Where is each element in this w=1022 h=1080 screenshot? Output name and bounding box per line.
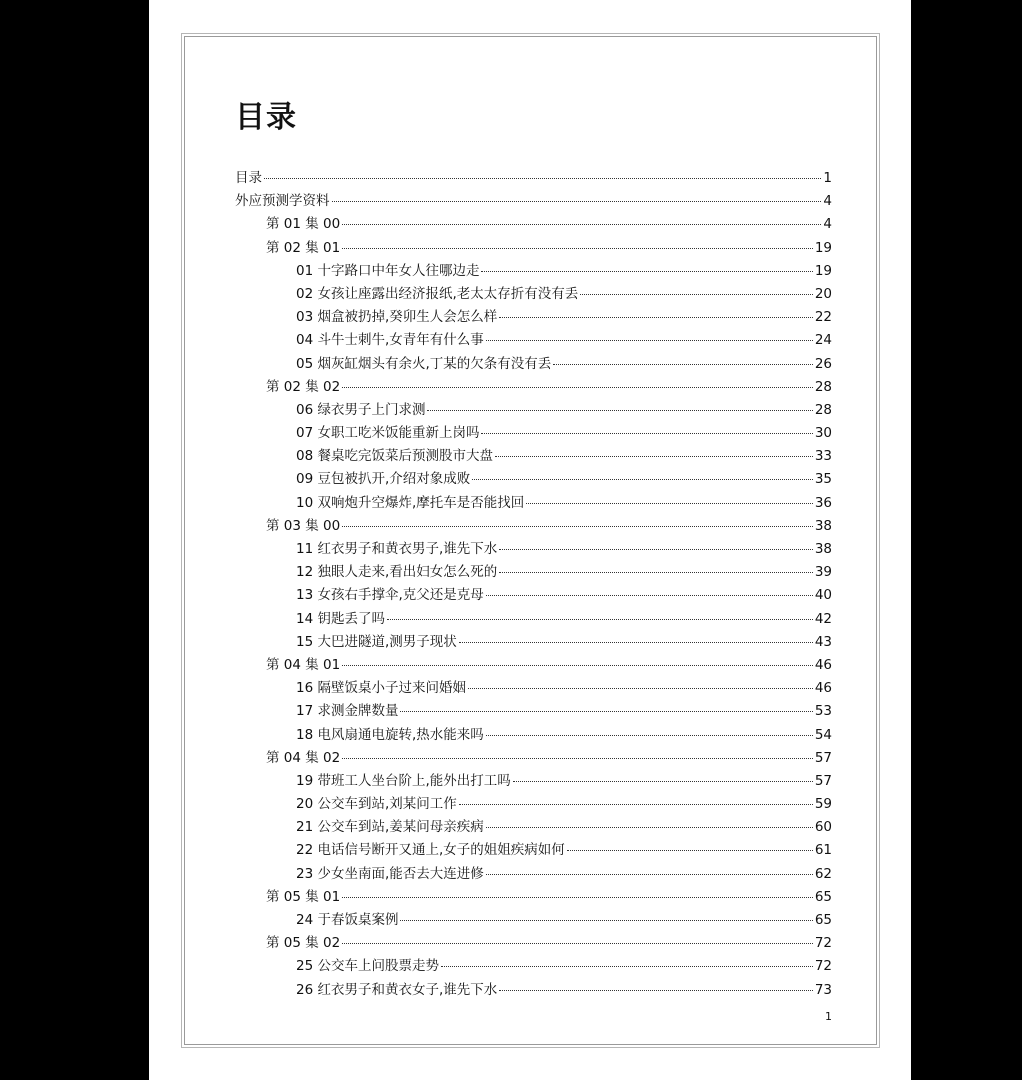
toc-entry[interactable] <box>266 515 832 538</box>
toc-entry-page: 26 <box>814 355 832 372</box>
toc-entry-text: 16 隔壁饭桌小子过来问婚姻 <box>296 680 466 697</box>
toc-entry[interactable] <box>296 306 832 329</box>
toc-entry-text: 08 餐桌吃完饭菜后预测股市大盘 <box>296 448 493 465</box>
toc-entry-page: 4 <box>823 216 832 233</box>
toc-entry[interactable] <box>296 793 832 816</box>
toc-entry[interactable] <box>296 353 832 376</box>
dot-leader <box>486 340 813 341</box>
toc-entry[interactable] <box>296 816 832 839</box>
dot-leader <box>526 503 813 504</box>
dot-leader <box>342 387 813 388</box>
toc-entry[interactable] <box>235 190 832 213</box>
toc-entry[interactable] <box>296 724 832 747</box>
toc-entry-text: 22 电话信号断开又通上,女子的姐姐疾病如何 <box>296 842 565 859</box>
toc-entry-text: 13 女孩右手撑伞,克父还是克母 <box>296 587 484 604</box>
toc-entry-page: 40 <box>814 587 832 604</box>
toc-entry-text: 12 独眼人走来,看出妇女怎么死的 <box>296 564 498 581</box>
toc-entry-page: 53 <box>814 703 832 720</box>
dot-leader <box>567 850 813 851</box>
toc-entry-text: 05 烟灰缸烟头有余火,丁某的欠条有没有丢 <box>296 355 552 372</box>
toc-entry-page: 20 <box>814 285 832 302</box>
toc-entry-text: 14 钥匙丢了吗 <box>296 610 385 627</box>
toc-entry[interactable] <box>296 399 832 422</box>
toc-entry[interactable] <box>296 445 832 468</box>
toc-entry-text: 10 双响炮升空爆炸,摩托车是否能找回 <box>296 494 525 511</box>
toc-entry[interactable] <box>235 167 832 190</box>
toc-entry-text: 第 02 集 02 <box>266 378 341 395</box>
toc-entry-text: 04 斗牛士刺牛,女青年有什么事 <box>296 332 484 349</box>
toc-entry-page: 46 <box>814 680 832 697</box>
toc-entry-page: 39 <box>814 564 832 581</box>
toc-entry-page: 42 <box>814 610 832 627</box>
dot-leader <box>472 479 813 480</box>
toc-entry-text: 19 带班工人坐台阶上,能外出打工吗 <box>296 772 511 789</box>
toc-entry[interactable] <box>296 468 832 491</box>
dot-leader <box>499 990 813 991</box>
toc-entry-text: 07 女职工吃米饭能重新上岗吗 <box>296 425 480 442</box>
toc-entry-page: 72 <box>814 935 832 952</box>
dot-leader <box>342 526 813 527</box>
toc-entry[interactable] <box>296 608 832 631</box>
toc-entry-text: 06 绿衣男子上门求测 <box>296 401 426 418</box>
dot-leader <box>499 572 813 573</box>
toc-entry-page: 57 <box>814 772 832 789</box>
toc-entry-page: 38 <box>814 541 832 557</box>
toc-entry-page: 4 <box>823 193 832 210</box>
dot-leader <box>459 642 813 643</box>
toc-entry[interactable] <box>296 770 832 793</box>
toc-entry-page: 43 <box>814 633 832 650</box>
toc-entry[interactable] <box>296 700 832 723</box>
toc-entry[interactable] <box>296 631 832 654</box>
toc-entry-text: 18 电风扇通电旋转,热水能来吗 <box>296 726 484 743</box>
toc-entry-page: 62 <box>814 865 832 882</box>
dot-leader <box>486 735 813 736</box>
toc-list <box>149 167 911 1002</box>
toc-entry-page: 28 <box>814 401 832 418</box>
toc-entry-text: 15 大巴进隧道,测男子现状 <box>296 633 457 650</box>
dot-leader <box>486 595 813 596</box>
dot-leader <box>387 619 813 620</box>
toc-entry-page: 19 <box>814 262 832 279</box>
dot-leader <box>481 271 812 272</box>
toc-entry[interactable] <box>296 561 832 584</box>
toc-entry-page: 19 <box>814 239 832 256</box>
toc-entry-text: 第 04 集 01 <box>266 656 341 673</box>
toc-entry[interactable] <box>266 213 832 236</box>
dot-leader <box>427 410 812 411</box>
toc-entry-page: 33 <box>814 448 832 465</box>
toc-entry-page: 1 <box>823 170 832 186</box>
toc-entry-text: 25 公交车上问股票走势 <box>296 958 439 975</box>
toc-entry-page: 35 <box>814 471 832 488</box>
dot-leader <box>486 827 813 828</box>
toc-entry-text: 20 公交车到站,刘某问工作 <box>296 796 457 813</box>
toc-entry-text: 第 05 集 01 <box>266 888 341 905</box>
toc-entry-text: 24 于春饭桌案例 <box>296 912 399 928</box>
toc-entry[interactable] <box>296 422 832 445</box>
dot-leader <box>495 456 813 457</box>
toc-entry-page: 30 <box>814 425 832 442</box>
toc-entry-page: 54 <box>814 726 832 743</box>
toc-entry[interactable] <box>266 237 832 260</box>
toc-entry[interactable] <box>296 538 832 561</box>
toc-entry-text: 外应预测学资料 <box>235 193 330 210</box>
toc-entry[interactable] <box>266 654 832 677</box>
toc-entry[interactable] <box>296 677 832 700</box>
toc-entry[interactable] <box>266 376 832 399</box>
dot-leader <box>441 966 813 967</box>
toc-entry-text: 17 求测金牌数量 <box>296 703 399 720</box>
toc-entry-text: 21 公交车到站,姜某问母亲疾病 <box>296 819 484 836</box>
toc-entry-text: 09 豆包被扒开,介绍对象成败 <box>296 471 471 488</box>
dot-leader <box>580 294 813 295</box>
toc-entry-text: 11 红衣男子和黄衣男子,谁先下水 <box>296 541 498 557</box>
toc-entry-page: 59 <box>814 796 832 813</box>
toc-entry-page: 46 <box>814 656 832 673</box>
document-page <box>149 0 911 1080</box>
toc-entry[interactable] <box>296 283 832 306</box>
toc-entry[interactable] <box>296 329 832 352</box>
toc-entry[interactable] <box>296 955 832 978</box>
dot-leader <box>468 688 813 689</box>
toc-entry[interactable] <box>296 909 832 932</box>
toc-entry-page: 65 <box>814 888 832 905</box>
dot-leader <box>342 665 813 666</box>
toc-entry-text: 01 十字路口中年女人往哪边走 <box>296 262 480 279</box>
toc-entry-text: 第 01 集 00 <box>266 216 341 233</box>
toc-entry-page: 57 <box>814 749 832 766</box>
toc-entry-page: 38 <box>814 517 832 534</box>
toc-entry-page: 22 <box>814 309 832 326</box>
dot-leader <box>499 549 813 550</box>
dot-leader <box>342 897 813 898</box>
toc-entry-page: 24 <box>814 332 832 349</box>
toc-entry-page: 65 <box>814 912 832 928</box>
toc-entry[interactable] <box>296 979 832 1002</box>
toc-entry[interactable] <box>296 584 832 607</box>
toc-entry-page: 61 <box>814 842 832 859</box>
toc-entry[interactable] <box>266 747 832 770</box>
toc-entry[interactable] <box>296 492 832 515</box>
toc-entry[interactable] <box>296 839 832 862</box>
dot-leader <box>342 758 813 759</box>
toc-entry[interactable] <box>296 260 832 283</box>
toc-entry-text: 23 少女坐南面,能否去大连进修 <box>296 865 484 882</box>
toc-entry-text: 第 05 集 02 <box>266 935 341 952</box>
toc-entry[interactable] <box>266 932 832 955</box>
toc-entry-text: 26 红衣男子和黄衣女子,谁先下水 <box>296 981 498 998</box>
dot-leader <box>499 317 813 318</box>
toc-entry[interactable] <box>296 863 832 886</box>
dot-leader <box>332 201 822 202</box>
dot-leader <box>481 433 812 434</box>
toc-entry-page: 60 <box>814 819 832 836</box>
toc-entry-text: 目录 <box>235 170 262 186</box>
dot-leader <box>342 248 813 249</box>
dot-leader <box>459 804 813 805</box>
toc-entry-page: 72 <box>814 958 832 975</box>
dot-leader <box>553 364 813 365</box>
toc-entry-text: 03 烟盒被扔掉,癸卯生人会怎么样 <box>296 309 498 326</box>
toc-heading: 目录 <box>235 100 297 135</box>
dot-leader <box>513 781 813 782</box>
toc-entry-text: 第 04 集 02 <box>266 749 341 766</box>
dot-leader <box>400 711 812 712</box>
toc-entry-page: 73 <box>814 981 832 998</box>
toc-entry-page: 36 <box>814 494 832 511</box>
dot-leader <box>342 943 813 944</box>
dot-leader <box>400 920 812 921</box>
toc-entry-text: 第 03 集 00 <box>266 517 341 534</box>
dot-leader <box>342 224 821 225</box>
toc-entry-page: 28 <box>814 378 832 395</box>
dot-leader <box>486 874 813 875</box>
toc-entry-text: 02 女孩让座露出经济报纸,老太太存折有没有丢 <box>296 285 579 302</box>
dot-leader <box>264 178 821 179</box>
toc-entry[interactable] <box>266 886 832 909</box>
page-number: 1 <box>825 1010 832 1023</box>
toc-entry-text: 第 02 集 01 <box>266 239 341 256</box>
